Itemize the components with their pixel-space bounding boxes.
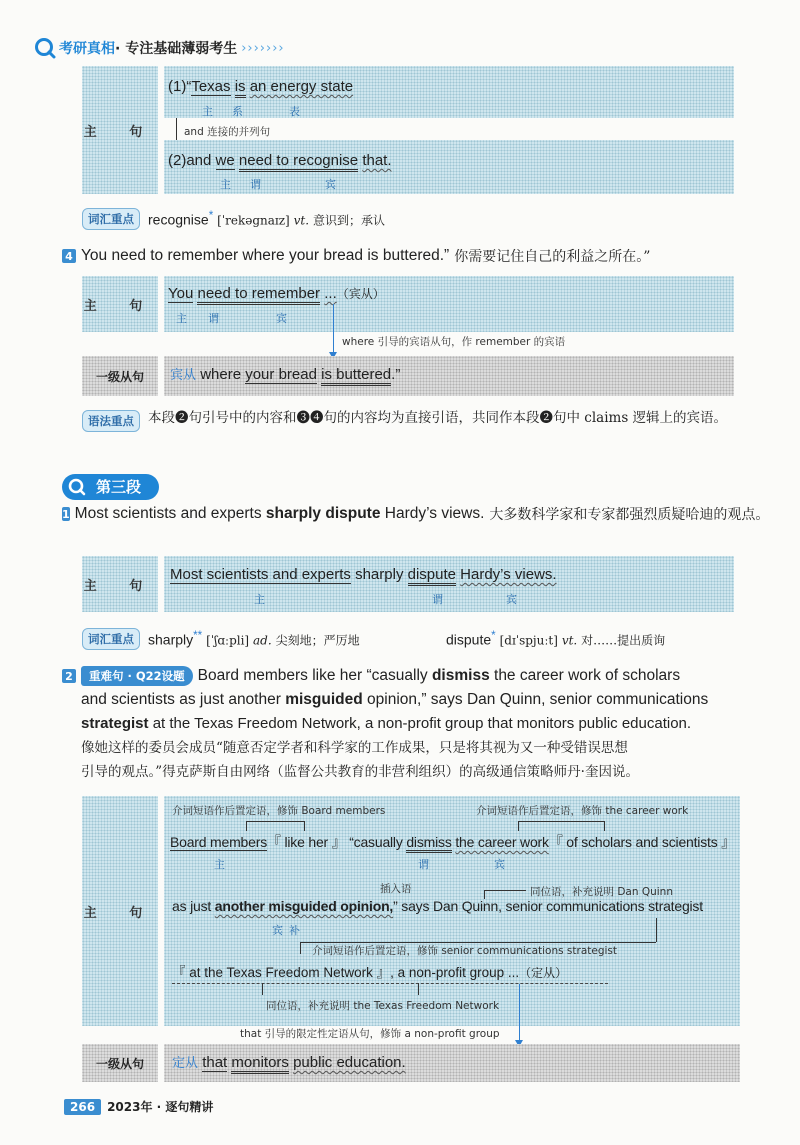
dashed-rule xyxy=(172,983,608,984)
block2-label-main: 主 句 xyxy=(82,276,158,332)
tag-v3: 谓 xyxy=(432,593,449,606)
connector-line xyxy=(176,118,177,140)
header-chevrons: ››››››› xyxy=(241,40,285,56)
section-title: 第三段 xyxy=(92,474,159,500)
bracket-1 xyxy=(246,821,304,822)
arrow-line-2 xyxy=(333,304,334,354)
tag-o4: 宾 xyxy=(494,858,511,871)
note-insert: 插入语 xyxy=(380,883,412,895)
tag-v4: 谓 xyxy=(418,858,435,871)
note-relative: that 引导的限定性定语从句，修饰 a non-profit group xyxy=(240,1028,500,1040)
header-brand: 考研真相 xyxy=(59,41,115,57)
tag-o3: 宾 xyxy=(506,593,523,606)
tag-subject-1: 主 xyxy=(202,105,219,118)
difficulty-badge: 重难句 · Q22设题 xyxy=(81,666,193,686)
grammar-badge: 语法重点 xyxy=(82,410,140,432)
block4-sub-line: 定从 that monitors public education. xyxy=(172,1052,406,1071)
grammar-text: 本段❷句引号中的内容和❸❹句的内容均为直接引语，共同作本段❷句中 claims 逻辑上的宾语。 xyxy=(148,410,728,426)
note-appos-2: 同位语，补充说明 the Texas Freedom Network xyxy=(266,1000,500,1012)
search-logo-icon xyxy=(34,37,56,59)
block4-label-sub: 一级从句 xyxy=(82,1044,158,1082)
sentence4-en: You need to remember where your bread is buttered.” xyxy=(81,247,450,264)
tag-s3: 主 xyxy=(254,593,271,606)
block1-line1: (1)“Texas is an energy state xyxy=(168,78,353,95)
vocab1-row: 词汇重点 recognise* [ˈrekəgnaɪz] vt. 意识到；承认 xyxy=(82,208,385,230)
block2-main-line: You need to remember ...（宾从） xyxy=(168,285,385,302)
block3-label: 主 句 xyxy=(82,556,158,612)
block4-line1: Board members『 like her 』 “casually dismiss the career work『 of scholars and scientists 』 xyxy=(170,832,735,852)
block1-label-text: 主 句 xyxy=(83,124,157,140)
vocab2-row: 词汇重点 sharply** [ˈʃɑːpli] ad. 尖刻地；严厉地 dispute* [dɪˈspjuːt] vt. 对……提出质询 xyxy=(82,628,665,650)
tag-object-2: 宾 xyxy=(325,178,342,191)
sentence4 xyxy=(62,246,650,266)
block4-line3: 『 at the Texas Freedom Network 』, a non-profit group ...（定从） xyxy=(172,965,568,980)
block1-line2: (2)and we need to recognise that. xyxy=(168,152,392,169)
sentence2: 2 重难句 · Q22设题 Board members like her “casually dismiss the career work of scholars and scientists as just another misguided opinion,” says Dan Quinn, senior communications strategist at the Texas Freedom Network, a non-profit group that monitors public education. 像她这样的委员会成员“随意否定学者和科学家的工作成果，只是将其视为又一种受错误思想 引导的观点。”得克萨斯自由网络（监督公共教育的非营利组织）的高级通信策略师丹·奎因说。 xyxy=(62,664,752,784)
note-pp-2: 介词短语作后置定语，修饰 the career work xyxy=(476,805,689,817)
header xyxy=(34,36,285,60)
arrow-line-4 xyxy=(519,984,520,1042)
bracket-2 xyxy=(518,821,604,822)
block4-line2: as just another misguided opinion,” says Dan Quinn, senior communications strategist xyxy=(172,898,703,914)
sentence1: 1 Most scientists and experts sharply dispute Hardy’s views. 大多数科学家和专家都强烈质疑哈迪的观点。 xyxy=(62,505,770,523)
sentence-num: 4 xyxy=(62,249,76,263)
footer-text: 2023年 · 逐句精讲 xyxy=(107,1100,214,1114)
vocab-badge: 词汇重点 xyxy=(82,208,140,230)
tag-v: 谓 xyxy=(208,312,225,325)
section-header xyxy=(62,474,159,500)
tag-link-1: 系 xyxy=(232,105,249,118)
tag-oc: 宾补 xyxy=(272,924,306,937)
block2-note: where 引导的宾语从句，作 remember 的宾语 xyxy=(342,336,566,348)
page-number: 266 xyxy=(64,1099,101,1115)
block2-sub-line: 宾从 where your bread is buttered.” xyxy=(170,364,400,383)
note-pp-1: 介词短语作后置定语，修饰 Board members xyxy=(172,805,386,817)
tag-verb-2: 谓 xyxy=(250,178,267,191)
vocab2-badge: 词汇重点 xyxy=(82,628,140,650)
tag-s: 主 xyxy=(176,312,193,325)
block1-label xyxy=(82,66,158,194)
tag-s4: 主 xyxy=(214,858,231,871)
tag-o: 宾 xyxy=(276,312,293,325)
block4-label: 主 句 xyxy=(82,796,158,1026)
tag-pred-1: 表 xyxy=(289,105,306,118)
grammar-row xyxy=(82,410,742,432)
block2-label-sub: 一级从句 xyxy=(82,356,158,396)
block3-line: Most scientists and experts sharply dispute Hardy’s views. xyxy=(170,566,557,583)
connector-note: and 连接的并列句 xyxy=(184,126,271,138)
note-pp-3: 介词短语作后置定语，修饰 senior communications strategist xyxy=(312,945,618,957)
header-slogan: · 专注基础薄弱考生 xyxy=(115,41,238,57)
tag-subject-2: 主 xyxy=(220,178,237,191)
note-appos-1: 同位语，补充说明 Dan Quinn xyxy=(530,886,673,898)
sentence4-zh: 你需要记住自己的利益之所在。” xyxy=(454,249,651,265)
footer xyxy=(64,1098,213,1115)
search-icon xyxy=(67,477,87,497)
